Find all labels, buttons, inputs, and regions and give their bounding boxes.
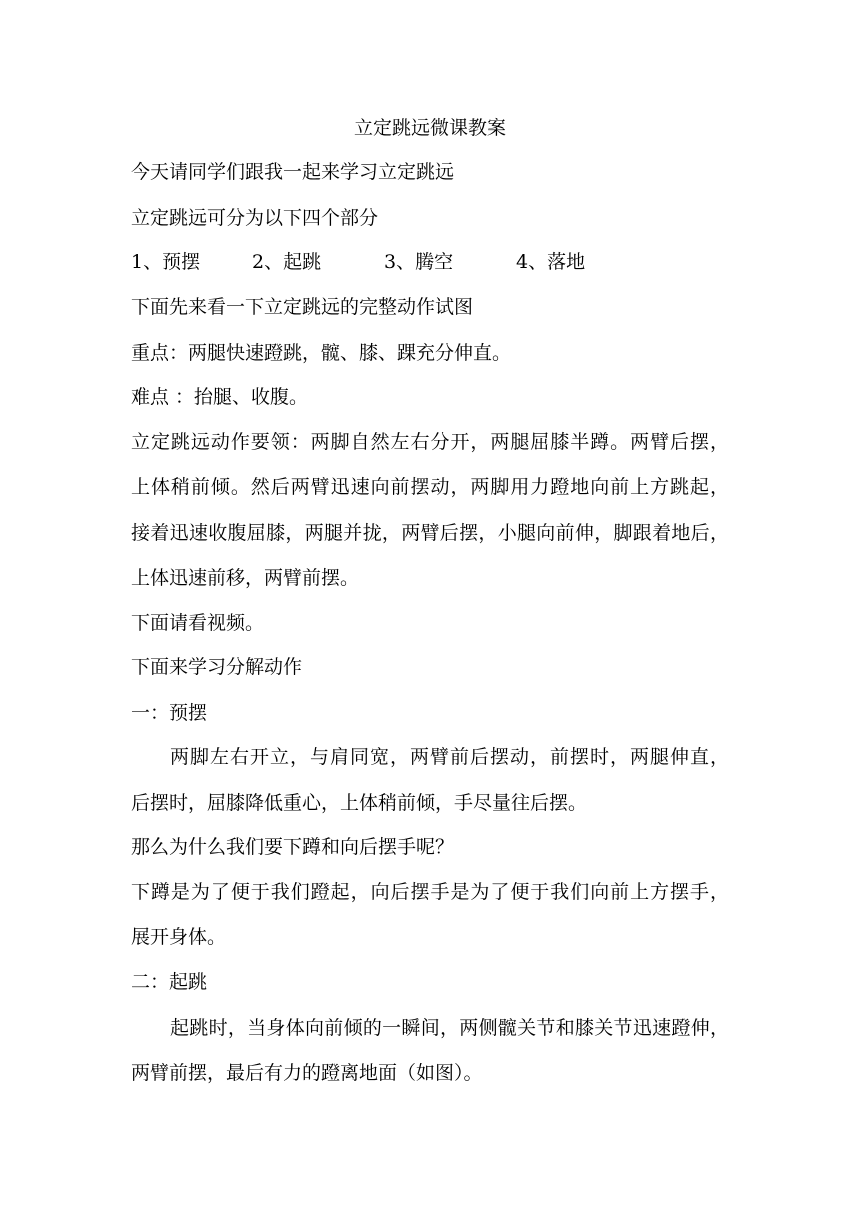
section1-paragraph-line: 两脚左右开立，与肩同宽，两臂前后摆动，前摆时，两腿伸直，	[170, 746, 729, 768]
section2-paragraph-line: 起跳时，当身体向前倾的一瞬间，两侧髋关节和膝关节迅速蹬伸，	[170, 1017, 729, 1039]
section1-answer-line: 下蹲是为了便于我们蹬起，向后摆手是为了便于我们向前上方摆手，	[131, 881, 729, 903]
parts-list	[131, 250, 729, 274]
watch-video-line: 下面请看视频。	[131, 612, 265, 634]
section1-answer-line: 展开身体。	[131, 926, 227, 948]
essentials-line: 接着迅速收腹屈膝，两腿并拢，两臂后摆，小腿向前伸，脚跟着地后，	[131, 522, 729, 544]
essentials-line: 上体稍前倾。然后两臂迅速向前摆动，两脚用力蹬地向前上方跳起，	[131, 476, 729, 498]
document-title: 立定跳远微课教案	[353, 117, 506, 139]
part-item: 3、腾空	[384, 251, 454, 273]
complete-view-line: 下面先来看一下立定跳远的完整动作试图	[131, 296, 474, 318]
key-point-line: 重点：两腿快速蹬跳，髋、膝、踝充分伸直。	[131, 342, 512, 364]
difficulty-line: 难点 ：抬腿、收腹。	[131, 386, 309, 408]
section2-paragraph-line: 两臂前摆，最后有力的蹬离地面（如图）。	[131, 1062, 483, 1084]
section1-question: 那么为什么我们要下蹲和向后摆手呢？	[131, 836, 455, 858]
section2-heading: 二：起跳	[131, 971, 208, 993]
breakdown-intro-line: 下面来学习分解动作	[131, 656, 303, 678]
section1-heading: 一：预摆	[131, 702, 208, 724]
section1-paragraph-line: 后摆时，屈膝降低重心，上体稍前倾，手尽量往后摆。	[131, 792, 588, 814]
parts-intro-line: 立定跳远可分为以下四个部分	[131, 207, 379, 229]
intro-line: 今天请同学们跟我一起来学习立定跳远	[131, 161, 455, 183]
essentials-line: 立定跳远动作要领：两脚自然左右分开，两腿屈膝半蹲。两臂后摆，	[131, 431, 729, 453]
part-item: 4、落地	[516, 251, 586, 273]
part-item: 2、起跳	[252, 251, 322, 273]
essentials-line: 上体迅速前移，两臂前摆。	[131, 567, 360, 589]
part-item: 1、预摆	[131, 251, 201, 273]
